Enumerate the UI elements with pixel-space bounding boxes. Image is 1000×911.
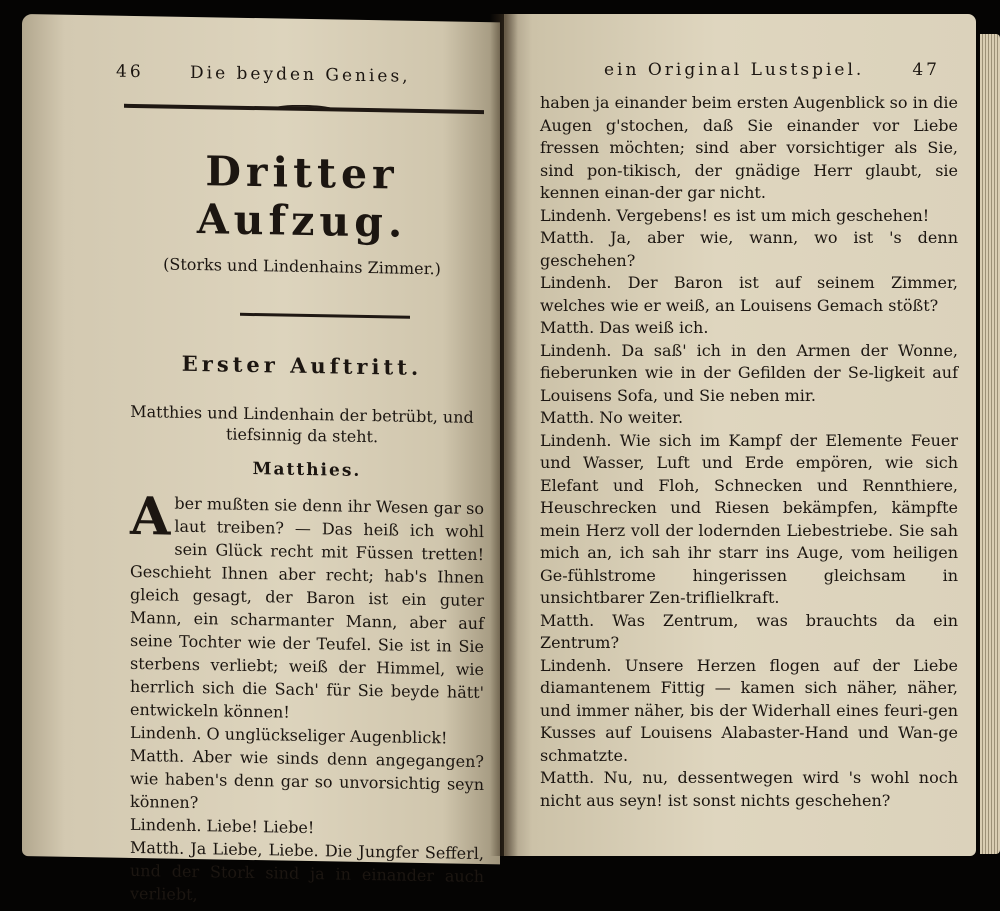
dialogue-line: Lindenh. Da saß' ich in den Armen der Wonne, fieberunken wie in der Gefilden der Se-ligkeit auf Louisens Sofa, und Sie neben mir. (540, 340, 958, 405)
right-page-number: 47 (912, 60, 940, 80)
right-running-title: ein Original Lustspiel. (604, 60, 865, 80)
left-running-title: Die beyden Genies, (190, 62, 411, 87)
dialogue-line: Matth. Das weiß ich. (540, 318, 709, 337)
open-book (22, 14, 980, 905)
dialogue-line: Lindenh. Liebe! Liebe! (130, 814, 315, 838)
stage-direction: Matthies und Lindenhain der betrübt, und tiefsinnig da steht. (130, 401, 474, 447)
dialogue-line: Matth. No weiter. (540, 408, 684, 427)
ornamental-rule (124, 104, 484, 114)
dialogue-line: haben ja einander beim ersten Augenblick so in die Augen g'stochen, daß Sie einander vor Liebe fressen möchten; sind aber vorsichtiger als Sie, sind pon-tikisch, der gnädige Herr glaubt, sie kennen einan-der gar nicht. (540, 93, 958, 202)
dialogue-line: Matth. Nu, nu, dessentwegen wird 's wohl noch nicht aus seyn! ist sonst nichts geschehen? (540, 768, 958, 810)
right-body-text (540, 92, 958, 812)
right-running-head (540, 60, 958, 88)
divider-rule (240, 313, 410, 319)
book-gutter (490, 14, 518, 856)
dialogue-line: Lindenh. Vergebens! es ist um mich geschehen! (540, 205, 930, 225)
dialogue-line: Lindenh. Unsere Herzen flogen auf der Liebe diamantenem Fittig — kamen sich näher, näher, und immer näher, bis der Widerhall eines feuri-gen Kusses auf Louisens Alabaster-Hand und Wan-ge schmatzte. (540, 655, 958, 765)
dialogue-line: Matth. Was Zentrum, was brauchts da ein Zentrum? (540, 610, 958, 652)
left-body-text (130, 485, 484, 911)
left-page (22, 14, 500, 905)
opening-paragraph (130, 485, 484, 727)
speaker-name: Matthies. (252, 459, 362, 481)
dialogue-line: Matth. Aber wie sinds denn angegangen? wie haben's denn gar so unvorsichtig seyn können? (130, 745, 484, 813)
drop-cap: A (130, 485, 171, 548)
scene-title: Erster Auftritt. (181, 350, 423, 380)
act-title: Dritter Aufzug. (196, 147, 408, 247)
page-edges (980, 34, 1000, 854)
dialogue-line: Lindenh. Der Baron ist auf seinem Zimmer, welches wie er weiß, an Louisens Gemach stößt? (540, 273, 958, 315)
left-page-number: 46 (116, 61, 144, 83)
paragraph-text: ber mußten sie denn ihr Wesen gar so laut treiben? — Das heiß ich wohl sein Glück recht mit Füssen tretten! Geschieht Ihnen aber recht; hab's Ihnen gleich gesagt, der Baron ist ein guter Mann, ein scharmanter Mann, aber auf seine Tochter wie der Teufel. Sie ist in Sie sterbens verliebt; weiß der Himmel, wie herrlich sich die Sach' für Sie beyde hätt' entwickeln können! (130, 493, 484, 722)
dialogue-line: Lindenh. Wie sich im Kampf der Elemente Feuer und Wasser, Luft und Erde empören, wie sich Elefant und Floh, Schnecken und Rennthiere, Heuschrecken und Riesen bekämpfen, kämpfte mein Herz voll der lodernden Liebestriebe. Sie sah mich an, ich sah ihr starr ins Auge, vom heiligen Ge-fühlstrome hingerissen gleichsam in unsichtbarer Zen-triflielkraft. (540, 430, 958, 607)
right-page (504, 14, 976, 856)
scene-location: (Storks und Lindenhains Zimmer.) (163, 254, 441, 279)
dialogue-line: Lindenh. O unglückseliger Augenblick! (130, 722, 448, 748)
left-running-head (116, 61, 484, 96)
dialogue-line: Matth. Ja Liebe, Liebe. Die Jungfer Sefferl, und der Stork sind ja in einander auch verliebt, (130, 837, 484, 905)
dialogue-line: Matth. Ja, aber wie, wann, wo ist 's denn geschehen? (540, 228, 958, 270)
